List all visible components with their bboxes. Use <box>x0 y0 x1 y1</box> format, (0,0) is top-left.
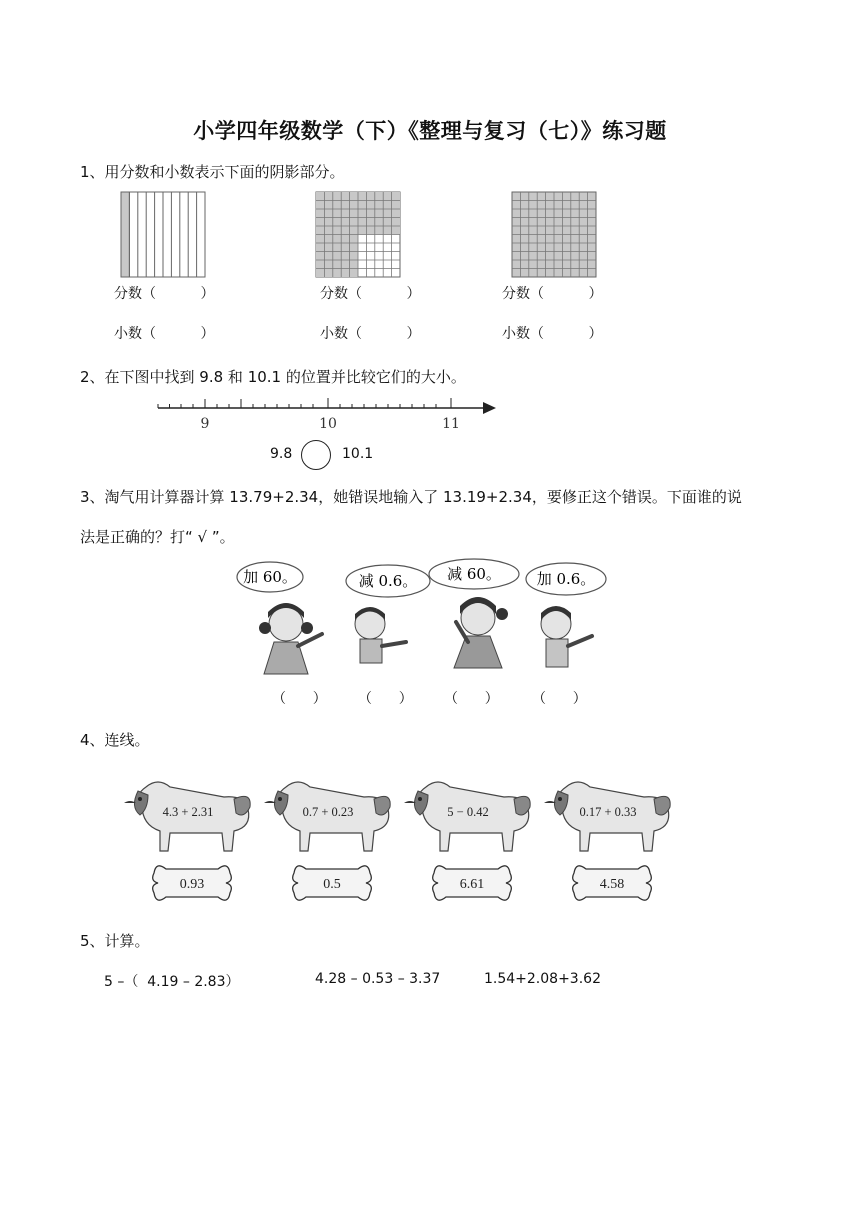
compare-circle[interactable] <box>301 440 331 470</box>
fraction-blank-2[interactable]: 分数（ ） <box>320 286 421 302</box>
svg-text:加 0.6。: 加 0.6。 <box>536 570 596 588</box>
matching-illustration <box>118 765 678 910</box>
svg-text:0.17 + 0.33: 0.17 + 0.33 <box>579 805 637 819</box>
fraction-blank-3[interactable]: 分数（ ） <box>502 286 603 302</box>
calc-item-2: 4.28 – 0.53 – 3.37 <box>315 971 441 987</box>
answer-blank-3[interactable]: （ ） <box>444 691 499 707</box>
dog-card-2[interactable] <box>264 782 390 851</box>
answer-blank-4[interactable]: （ ） <box>532 691 587 707</box>
dog-card-1[interactable] <box>124 782 250 851</box>
speech-bubble-4 <box>526 563 606 595</box>
svg-text:0.93: 0.93 <box>179 877 205 892</box>
tick-label-11: 11 <box>442 416 460 432</box>
speech-bubble-3 <box>429 559 519 589</box>
tick-label-9: 9 <box>200 416 210 432</box>
tick-label-10: 10 <box>319 416 337 432</box>
calc-item-3: 1.54+2.08+3.62 <box>484 971 601 987</box>
girl-figure-1 <box>259 603 322 674</box>
hundredths-grid-half <box>316 192 400 277</box>
girl-figure-2 <box>454 597 508 668</box>
svg-text:减 60。: 减 60。 <box>447 565 501 583</box>
svg-text:加 60。: 加 60。 <box>243 568 297 586</box>
dog-card-3[interactable] <box>404 782 530 851</box>
svg-text:4.58: 4.58 <box>599 877 625 892</box>
svg-text:减 0.6。: 减 0.6。 <box>358 572 418 590</box>
hundredths-grid-full <box>512 192 596 277</box>
dog-card-4[interactable] <box>544 782 670 851</box>
bone-card-1[interactable] <box>153 866 232 900</box>
boy-figure-2 <box>541 606 592 667</box>
question-3-prompt-line1: 3、淘气用计算器计算 13.79+2.34，她错误地输入了 13.19+2.34，要修正这个错误。下面谁的说 <box>80 488 742 506</box>
speech-bubble-2 <box>346 565 430 597</box>
decimal-blank-2[interactable]: 小数（ ） <box>320 326 421 342</box>
bone-card-3[interactable] <box>433 866 512 900</box>
bone-card-2[interactable] <box>293 866 372 900</box>
decimal-blank-3[interactable]: 小数（ ） <box>502 326 603 342</box>
svg-text:5 − 0.42: 5 − 0.42 <box>447 805 489 819</box>
answer-blank-2[interactable]: （ ） <box>358 691 413 707</box>
number-line-arrow <box>483 402 496 414</box>
shaded-tenth <box>121 192 129 277</box>
svg-text:0.5: 0.5 <box>323 877 341 892</box>
question-1-prompt: 1、用分数和小数表示下面的阴影部分。 <box>80 163 345 181</box>
calc-item-1: 5 –（ 4.19 – 2.83） <box>104 974 240 990</box>
question-4-prompt: 4、连线。 <box>80 731 150 749</box>
boy-figure-1 <box>355 607 406 663</box>
question-5-prompt: 5、计算。 <box>80 932 150 950</box>
answer-blank-1[interactable]: （ ） <box>272 691 327 707</box>
compare-left-value: 9.8 <box>270 446 293 462</box>
question-2-prompt: 2、在下图中找到 9.8 和 10.1 的位置并比较它们的大小。 <box>80 368 466 386</box>
speech-bubble-1 <box>237 562 303 592</box>
compare-right-value: 10.1 <box>342 446 374 462</box>
fraction-blank-1[interactable]: 分数（ ） <box>114 286 215 302</box>
number-line <box>150 398 500 438</box>
children-illustration <box>230 558 610 680</box>
question-3-prompt-line2: 法是正确的？打“ √ ”。 <box>80 528 235 546</box>
bone-card-4[interactable] <box>573 866 652 900</box>
svg-text:6.61: 6.61 <box>459 877 485 892</box>
svg-text:4.3 + 2.31: 4.3 + 2.31 <box>162 805 214 819</box>
decimal-blank-1[interactable]: 小数（ ） <box>114 326 215 342</box>
svg-text:0.7 + 0.23: 0.7 + 0.23 <box>302 805 354 819</box>
tenths-strip-grid <box>121 192 205 277</box>
page-title: 小学四年级数学（下）《整理与复习（七）》练习题 <box>193 119 667 143</box>
